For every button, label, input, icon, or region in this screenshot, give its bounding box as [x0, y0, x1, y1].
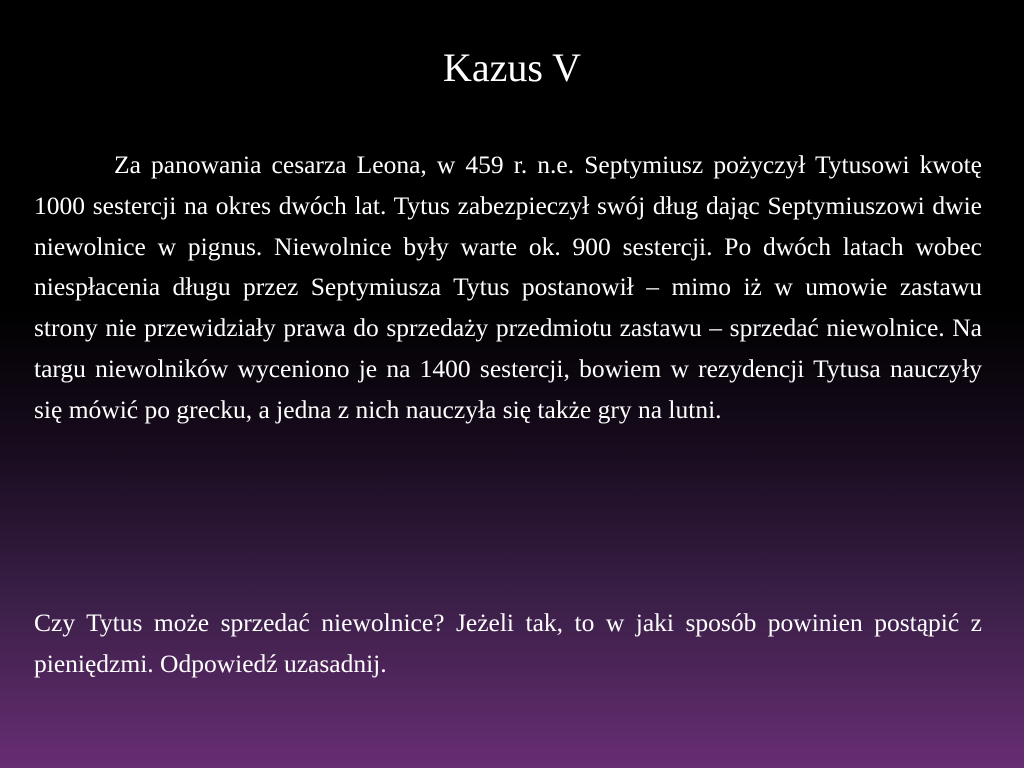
case-description-paragraph: Za panowania cesarza Leona, w 459 r. n.e. Septymiusz pożyczył Tytusowi kwotę 1000 sestercji na okres dwóch lat. Tytus zabezpieczył swój dług dając Septymiuszowi dwie niewolnice w pignus. Niewolnice były warte ok. 900 sestercji. Po dwóch latach wobec niespłacenia długu przez Septymiusza Tytus postanowił – mimo iż w umowie zastawu strony nie przewidziały prawa do sprzedaży przedmiotu zastawu – sprzedać niewolnice. Na targu niewolników wyceniono je na 1400 sestercji, bowiem w rezydencji Tytusa nauczyły się mówić po grecku, a jedna z nich nauczyła się także gry na lutni.	[34, 150, 982, 424]
slide-title: Kazus V	[442, 45, 582, 90]
case-question-paragraph: Czy Tytus może sprzedać niewolnice? Jeżeli tak, to w jaki sposób powinien postąpić z pieniędzmi. Odpowiedź uzasadnij.	[34, 608, 982, 678]
